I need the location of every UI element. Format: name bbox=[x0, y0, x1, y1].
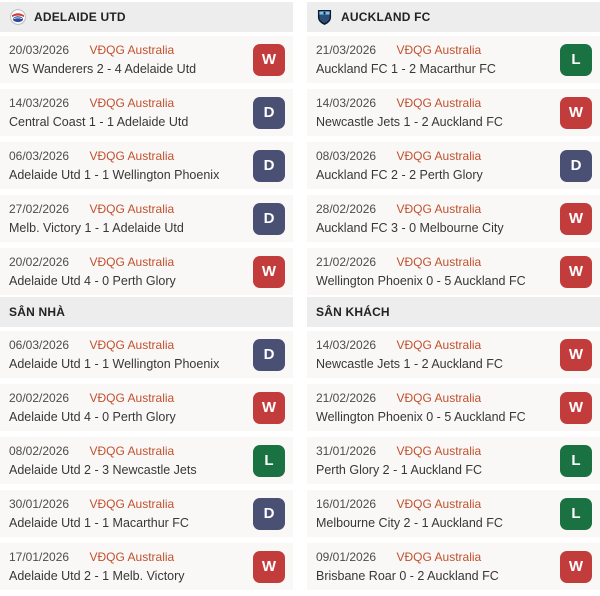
match-date: 27/02/2026 bbox=[9, 202, 70, 216]
match-date: 09/01/2026 bbox=[316, 550, 377, 564]
section-header bbox=[307, 297, 600, 327]
match-date: 21/02/2026 bbox=[316, 391, 377, 405]
team-column bbox=[0, 2, 293, 590]
result-badge: D bbox=[253, 339, 285, 371]
match-date: 30/01/2026 bbox=[9, 497, 70, 511]
match-score: Melb. Victory 1 - 1 Adelaide Utd bbox=[9, 221, 184, 235]
league-link[interactable]: VĐQG Australia bbox=[89, 550, 175, 564]
league-link[interactable]: VĐQG Australia bbox=[89, 338, 175, 352]
match-score: Wellington Phoenix 0 - 5 Auckland FC bbox=[316, 410, 526, 424]
match-info bbox=[316, 390, 554, 425]
match-score: Adelaide Utd 2 - 3 Newcastle Jets bbox=[9, 463, 197, 477]
match-row[interactable] bbox=[307, 490, 600, 537]
result-badge: D bbox=[560, 150, 592, 182]
match-row[interactable] bbox=[0, 248, 293, 295]
match-row[interactable] bbox=[0, 89, 293, 136]
match-row[interactable] bbox=[0, 142, 293, 189]
team-name: ADELAIDE UTD bbox=[34, 10, 126, 24]
match-date: 20/02/2026 bbox=[9, 391, 70, 405]
match-date: 17/01/2026 bbox=[9, 550, 70, 564]
match-date: 31/01/2026 bbox=[316, 444, 377, 458]
match-info bbox=[9, 201, 247, 236]
match-info bbox=[9, 390, 247, 425]
match-score: Adelaide Utd 4 - 0 Perth Glory bbox=[9, 410, 176, 424]
match-score: Adelaide Utd 1 - 1 Wellington Phoenix bbox=[9, 168, 220, 182]
match-info bbox=[316, 95, 554, 130]
match-score: Adelaide Utd 1 - 1 Macarthur FC bbox=[9, 516, 189, 530]
match-date: 20/03/2026 bbox=[9, 43, 70, 57]
match-date: 06/03/2026 bbox=[9, 149, 70, 163]
match-list bbox=[307, 36, 600, 295]
league-link[interactable]: VĐQG Australia bbox=[89, 255, 175, 269]
column-body bbox=[307, 36, 600, 590]
league-link[interactable]: VĐQG Australia bbox=[89, 96, 175, 110]
league-link[interactable]: VĐQG Australia bbox=[89, 391, 175, 405]
match-score: Adelaide Utd 4 - 0 Perth Glory bbox=[9, 274, 176, 288]
league-link[interactable]: VĐQG Australia bbox=[396, 497, 482, 511]
match-score: Wellington Phoenix 0 - 5 Auckland FC bbox=[316, 274, 526, 288]
league-link[interactable]: VĐQG Australia bbox=[89, 43, 175, 57]
auckland-fc-shield-icon bbox=[316, 9, 333, 26]
league-link[interactable]: VĐQG Australia bbox=[89, 202, 175, 216]
league-link[interactable]: VĐQG Australia bbox=[89, 149, 175, 163]
league-link[interactable]: VĐQG Australia bbox=[396, 255, 482, 269]
match-info bbox=[9, 254, 247, 289]
match-info bbox=[316, 254, 554, 289]
team-column bbox=[307, 2, 600, 590]
column-body bbox=[0, 36, 293, 590]
match-row[interactable] bbox=[0, 437, 293, 484]
result-badge: W bbox=[560, 392, 592, 424]
result-badge: L bbox=[253, 445, 285, 477]
match-row[interactable] bbox=[0, 384, 293, 431]
match-date: 16/01/2026 bbox=[316, 497, 377, 511]
match-row[interactable] bbox=[307, 36, 600, 83]
match-date: 14/03/2026 bbox=[316, 96, 377, 110]
match-info bbox=[9, 95, 247, 130]
team-name: AUCKLAND FC bbox=[341, 10, 431, 24]
match-date: 08/03/2026 bbox=[316, 149, 377, 163]
match-score: Central Coast 1 - 1 Adelaide Utd bbox=[9, 115, 189, 129]
match-list bbox=[0, 331, 293, 590]
match-row[interactable] bbox=[307, 384, 600, 431]
league-link[interactable]: VĐQG Australia bbox=[396, 338, 482, 352]
league-link[interactable]: VĐQG Australia bbox=[396, 550, 482, 564]
result-badge: L bbox=[560, 445, 592, 477]
league-link[interactable]: VĐQG Australia bbox=[396, 149, 482, 163]
match-row[interactable] bbox=[307, 248, 600, 295]
league-link[interactable]: VĐQG Australia bbox=[396, 391, 482, 405]
result-badge: W bbox=[560, 339, 592, 371]
match-date: 20/02/2026 bbox=[9, 255, 70, 269]
match-info bbox=[316, 201, 554, 236]
league-link[interactable]: VĐQG Australia bbox=[396, 202, 482, 216]
match-row[interactable] bbox=[307, 195, 600, 242]
match-info bbox=[316, 337, 554, 372]
match-info bbox=[9, 337, 247, 372]
result-badge: W bbox=[253, 392, 285, 424]
adelaide-utd-crest-icon bbox=[9, 9, 26, 26]
match-score: Newcastle Jets 1 - 2 Auckland FC bbox=[316, 357, 503, 371]
result-badge: W bbox=[253, 44, 285, 76]
match-row[interactable] bbox=[307, 543, 600, 590]
result-badge: W bbox=[253, 551, 285, 583]
match-row[interactable] bbox=[307, 437, 600, 484]
result-badge: D bbox=[253, 97, 285, 129]
section-title: SÂN KHÁCH bbox=[316, 305, 390, 319]
match-score: Auckland FC 2 - 2 Perth Glory bbox=[316, 168, 483, 182]
match-info bbox=[316, 443, 554, 478]
match-score: Newcastle Jets 1 - 2 Auckland FC bbox=[316, 115, 503, 129]
league-link[interactable]: VĐQG Australia bbox=[396, 96, 482, 110]
result-badge: W bbox=[253, 256, 285, 288]
match-date: 14/03/2026 bbox=[9, 96, 70, 110]
match-row[interactable] bbox=[307, 142, 600, 189]
league-link[interactable]: VĐQG Australia bbox=[89, 497, 175, 511]
match-info bbox=[9, 42, 247, 77]
match-info bbox=[316, 42, 554, 77]
result-badge: W bbox=[560, 256, 592, 288]
match-score: Auckland FC 3 - 0 Melbourne City bbox=[316, 221, 504, 235]
match-date: 28/02/2026 bbox=[316, 202, 377, 216]
result-badge: D bbox=[253, 498, 285, 530]
match-info bbox=[316, 148, 554, 183]
match-list bbox=[307, 331, 600, 590]
match-score: Adelaide Utd 1 - 1 Wellington Phoenix bbox=[9, 357, 220, 371]
team-header bbox=[307, 2, 600, 32]
match-row[interactable] bbox=[0, 490, 293, 537]
match-score: Adelaide Utd 2 - 1 Melb. Victory bbox=[9, 569, 185, 583]
match-info bbox=[9, 443, 247, 478]
match-date: 21/02/2026 bbox=[316, 255, 377, 269]
league-link[interactable]: VĐQG Australia bbox=[396, 43, 482, 57]
team-header bbox=[0, 2, 293, 32]
result-badge: D bbox=[253, 150, 285, 182]
match-score: Perth Glory 2 - 1 Auckland FC bbox=[316, 463, 483, 477]
match-row[interactable] bbox=[0, 36, 293, 83]
match-info bbox=[9, 148, 247, 183]
match-date: 14/03/2026 bbox=[316, 338, 377, 352]
match-info bbox=[316, 496, 554, 531]
match-score: Auckland FC 1 - 2 Macarthur FC bbox=[316, 62, 496, 76]
result-badge: W bbox=[560, 203, 592, 235]
league-link[interactable]: VĐQG Australia bbox=[396, 444, 482, 458]
match-row[interactable] bbox=[0, 331, 293, 378]
section-header bbox=[0, 297, 293, 327]
result-badge: D bbox=[253, 203, 285, 235]
league-link[interactable]: VĐQG Australia bbox=[89, 444, 175, 458]
match-row[interactable] bbox=[307, 89, 600, 136]
match-score: Brisbane Roar 0 - 2 Auckland FC bbox=[316, 569, 499, 583]
match-score: WS Wanderers 2 - 4 Adelaide Utd bbox=[9, 62, 197, 76]
result-badge: W bbox=[560, 551, 592, 583]
match-row[interactable] bbox=[0, 543, 293, 590]
match-date: 08/02/2026 bbox=[9, 444, 70, 458]
section-title: SÂN NHÀ bbox=[9, 305, 66, 319]
match-row[interactable] bbox=[307, 331, 600, 378]
result-badge: W bbox=[560, 97, 592, 129]
match-info bbox=[316, 549, 554, 584]
match-score: Melbourne City 2 - 1 Auckland FC bbox=[316, 516, 503, 530]
result-badge: L bbox=[560, 498, 592, 530]
match-info bbox=[9, 549, 247, 584]
result-badge: L bbox=[560, 44, 592, 76]
match-list bbox=[0, 36, 293, 295]
match-date: 06/03/2026 bbox=[9, 338, 70, 352]
match-date: 21/03/2026 bbox=[316, 43, 377, 57]
match-row[interactable] bbox=[0, 195, 293, 242]
match-info bbox=[9, 496, 247, 531]
